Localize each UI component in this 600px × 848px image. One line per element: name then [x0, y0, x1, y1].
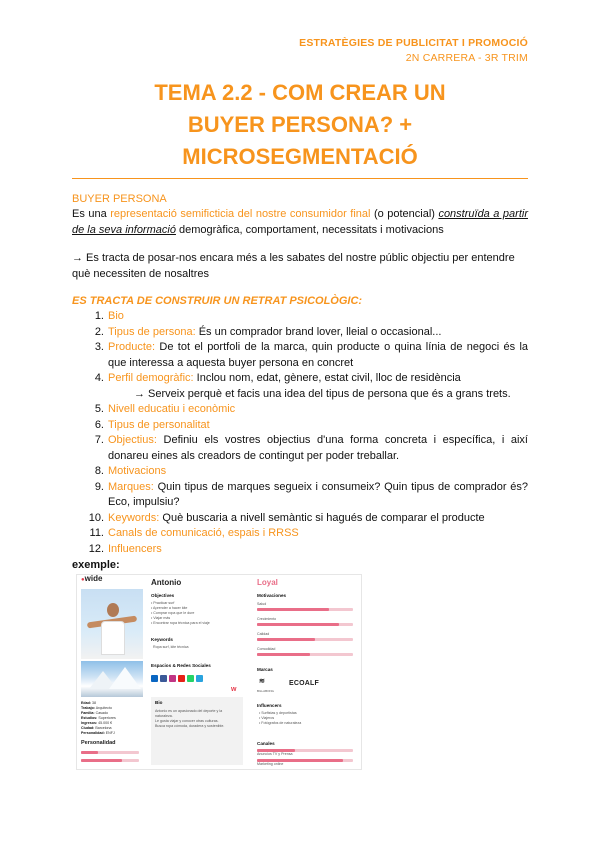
- list-item: [72, 480, 528, 511]
- motivation-label: Calidad: [257, 632, 270, 636]
- fact-row: [81, 731, 143, 736]
- wide-logo: ●wide: [81, 574, 103, 583]
- brand-billabong-name: BILLABONG: [257, 689, 275, 693]
- list-item-extra: → Serveix perquè et facis una idea del tipus de persona que és a grans trets.: [134, 387, 511, 400]
- list-item-number: 10.: [88, 511, 104, 524]
- motivation-label: Salud: [257, 602, 267, 606]
- bio-box: [151, 697, 243, 765]
- brand-ecoalf: ECOALF: [289, 680, 319, 687]
- keywords-title: Keywords: [151, 637, 173, 642]
- fact-value: Barcelona: [94, 726, 112, 730]
- section-heading: ES TRACTA DE CONSTRUIR UN RETRAT PSICOLÒGIC:: [72, 295, 363, 307]
- definition-highlight: representació semificticia del nostre consumidor final: [110, 208, 371, 220]
- list-item-label: Objectius:: [108, 434, 157, 446]
- list-item: [72, 418, 528, 434]
- list-item: [72, 309, 528, 325]
- objective-item: • Practicar surf: [151, 601, 175, 605]
- motivation-bar-fill: [257, 608, 329, 611]
- list-item: [72, 340, 528, 371]
- list-item-label: Canals de comunicació, espais i RRSS: [108, 527, 299, 539]
- fact-value: ENFJ: [104, 731, 115, 735]
- definition-part-3: (o potencial): [370, 208, 439, 220]
- motivation-bar: [257, 608, 353, 611]
- list-item-text: Definiu els vostres objectius d'una forma concreta i específica, i així donareu eines als creadors de contingut per poder treballar.: [108, 434, 528, 462]
- channels-title: Canales: [257, 741, 275, 746]
- definition-part-5: demogràfica, comportament, necessitats i motivacions: [175, 223, 444, 236]
- list-item-number: 7.: [94, 434, 104, 446]
- list-item-label: Nivell educatiu i econòmic: [108, 403, 236, 415]
- social-title: Espacios & Redes Sociales: [151, 663, 211, 668]
- fact-key: Familia:: [81, 711, 95, 715]
- list-item: [72, 433, 528, 464]
- bio-text: [155, 709, 239, 729]
- personality-bar-1: [81, 751, 139, 754]
- channel-label: Marketing online: [257, 762, 284, 766]
- telegram-icon: [196, 675, 203, 682]
- definition-part-1: Es una: [72, 208, 111, 220]
- title-line-2: BUYER PERSONA? +: [187, 112, 413, 137]
- fact-value: 45.000 €: [97, 721, 113, 725]
- influencer-item: • Viajeros: [259, 716, 275, 720]
- list-item-label: Tipus de personalitat: [108, 418, 210, 431]
- list-item-number: 11.: [89, 527, 104, 539]
- objectives-list: [151, 601, 247, 626]
- brand-billabong: ≋: [259, 678, 265, 685]
- whatsapp-icon: [187, 675, 194, 682]
- title-line-3: MICROSEGMENTACIÓ: [182, 144, 418, 169]
- fact-value: 38: [90, 701, 96, 705]
- motivation-label: Crecimiento: [257, 617, 277, 621]
- facebook-icon: [160, 675, 167, 682]
- objective-item: • Aprender a hacer kite: [151, 606, 188, 610]
- subtitle: BUYER PERSONA: [72, 193, 167, 205]
- influencer-item: • Fotógrafos de naturaleza: [259, 721, 302, 725]
- wide-logo-mark: ●: [81, 577, 85, 583]
- list-item-text: De tot el portfoli de la marca, quin producte o quina línia de negoci és la que interessa a aquesta buyer persona en concret: [108, 341, 528, 369]
- list-item-label: Perfil demogràfic:: [108, 372, 194, 384]
- list-item: [72, 325, 528, 341]
- personality-bar-2: [81, 759, 139, 762]
- motivation-bar-fill: [257, 623, 339, 626]
- persona-name: Antonio: [151, 578, 182, 587]
- objectives-title: Objectives: [151, 593, 175, 598]
- fact-key: Estudios:: [81, 716, 98, 720]
- motivation-bar-fill: [257, 653, 310, 656]
- list-item: [72, 526, 528, 542]
- title-divider: [72, 178, 528, 179]
- fact-key: Personalidad:: [81, 731, 105, 735]
- objective-item: • Comprar ropa que le dure: [151, 611, 195, 615]
- list-item-text: Inclou nom, edat, gènere, estat civil, lloc de residència: [193, 372, 461, 384]
- motivation-label: Comodidad: [257, 647, 276, 651]
- example-label: exemple:: [72, 559, 120, 571]
- social-icons: [151, 675, 203, 682]
- linkedin-icon: [151, 675, 158, 682]
- list-item-label: Producte:: [108, 341, 156, 353]
- list-item-text: És un comprador brand lover, lleial o occasional...: [195, 325, 442, 338]
- definition-emphasis: construïda a partir de la seva informació: [72, 208, 528, 236]
- motivations-title: Motivaciones: [257, 593, 287, 598]
- brands-title: Marcas: [257, 667, 273, 672]
- persona-photo: [81, 589, 143, 659]
- fact-value: Casado: [94, 711, 108, 715]
- fact-key: Trabajo:: [81, 706, 95, 710]
- list-item-label: Influencers: [108, 542, 162, 555]
- list-item-number: 9.: [94, 480, 104, 493]
- motivation-bar: [257, 623, 353, 626]
- page-title: [72, 77, 528, 173]
- definition-paragraph: [72, 207, 528, 238]
- list-item-label: Tipus de persona:: [108, 325, 196, 338]
- title-line-1: TEMA 2.2 - COM CREAR UN: [154, 80, 446, 105]
- motivation-bar: [257, 638, 353, 641]
- list-item-text: Quin tipus de marques segueix i consumeix? Quin tipus de comprador és? Eco, impulsiu?: [108, 480, 528, 508]
- list-item-label: Motivacions: [108, 465, 167, 477]
- persona-type: Loyal: [257, 578, 278, 587]
- influencer-item: • Surfistas y deportistas: [259, 711, 297, 715]
- bio-title: Bio: [155, 700, 163, 705]
- list-item-number: 4.: [94, 372, 104, 384]
- list-item: [72, 402, 528, 418]
- list-item-text: Què buscaria a nivell semàntic si hagués de comparar el producte: [159, 511, 485, 524]
- objective-item: • Viajar más: [151, 616, 171, 620]
- list-item-number: 1.: [94, 310, 104, 322]
- bio-line: Busca ropa cómoda, duradera y sostenible.: [155, 724, 225, 728]
- portrait-list: [72, 309, 528, 557]
- list-item-number: 6.: [94, 418, 104, 431]
- list-item-number: 8.: [94, 465, 104, 477]
- course-term: 2N CARRERA - 3R TRIM: [405, 52, 528, 64]
- list-item-number: 5.: [94, 403, 104, 415]
- youtube-icon: [178, 675, 185, 682]
- motivation-bar-fill: [257, 638, 315, 641]
- persona-facts: [81, 701, 143, 736]
- list-item-number: 3.: [94, 341, 104, 353]
- list-item-label: Marques:: [108, 480, 154, 493]
- bio-line: Antonio es un apasionado del deporte y la naturaleza.: [155, 709, 223, 718]
- list-item-label: Bio: [108, 310, 124, 322]
- persona-card: [76, 574, 362, 770]
- bio-line: Le gusta viajar y conocer otras culturas.: [155, 719, 219, 723]
- list-item: [72, 542, 528, 558]
- fact-key: Ciudad:: [81, 726, 95, 730]
- list-item: [72, 371, 528, 402]
- list-item-number: 2.: [94, 325, 104, 338]
- mountain-photo: [81, 661, 143, 697]
- fact-value: Arquitecto: [94, 706, 112, 710]
- list-item-label: Keywords:: [108, 511, 160, 524]
- fact-value: Superiores: [97, 716, 116, 720]
- objective-item: • Encontrar ropa técnica para el viaje: [151, 621, 210, 625]
- list-item: [72, 464, 528, 480]
- list-item-number: 12.: [88, 542, 104, 555]
- channel-label: Anuncios TV y Prensa: [257, 752, 293, 756]
- course-title: ESTRATÈGIES DE PUBLICITAT I PROMOCIÓ: [299, 37, 528, 49]
- keywords-text: Ropa surf, kite técnica: [153, 645, 189, 649]
- list-item: [72, 511, 528, 527]
- personality-title: Personalidad: [81, 740, 116, 746]
- influencers-list: [259, 711, 355, 726]
- fact-key: Edad:: [81, 701, 91, 705]
- wide-mark-icon: w: [231, 686, 237, 693]
- arrow-paragraph: → Es tracta de posar-nos encara més a les sabates del nostre públic objectiu per entendre què necessiten de nosaltres: [72, 252, 515, 280]
- fact-key: Ingresos:: [81, 721, 98, 725]
- instagram-icon: [169, 675, 176, 682]
- motivation-bar: [257, 653, 353, 656]
- influencers-title: Influencers: [257, 703, 282, 708]
